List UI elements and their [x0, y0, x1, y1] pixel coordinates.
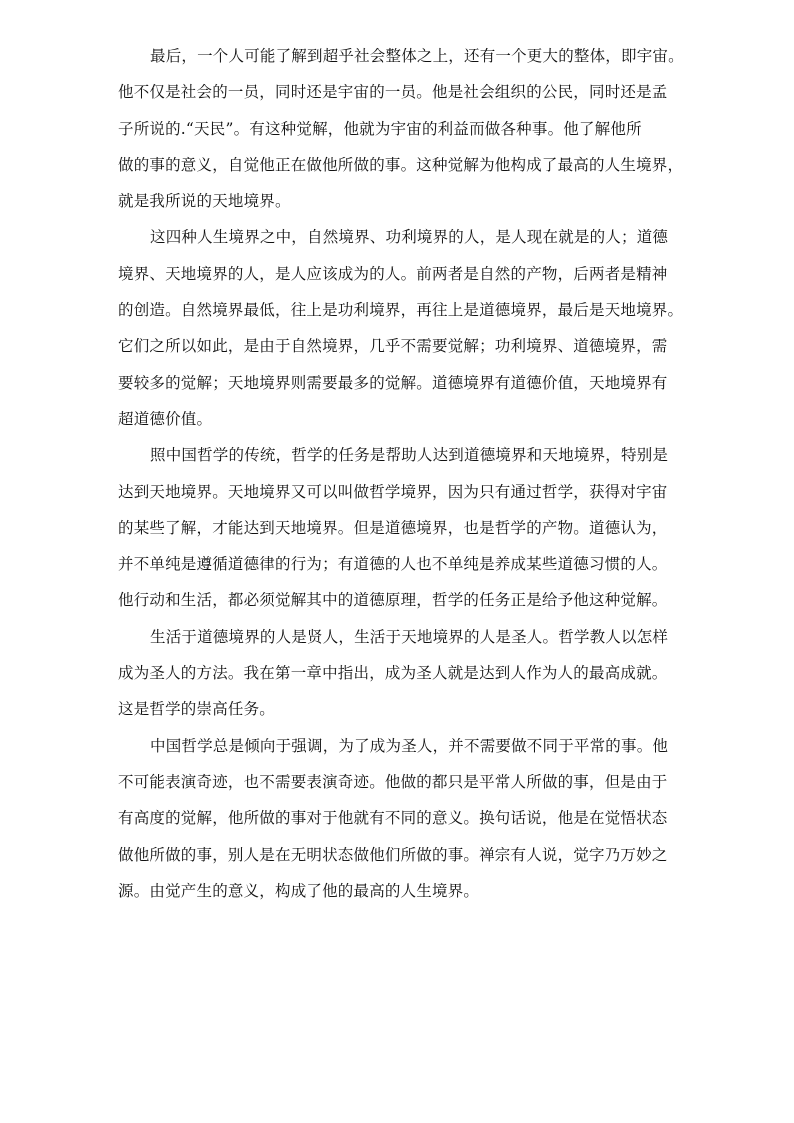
text-line: 做的事的意义，自觉他正在做他所做的事。这种觉解为他构成了最高的人生境界， [118, 155, 684, 174]
text-line: 的某些了解，才能达到天地境界。但是道德境界，也是哲学的产物。道德认为， [118, 518, 668, 537]
text-line: 成为圣人的方法。我在第一章中指出，成为圣人就是达到人作为人的最高成就。 [118, 664, 668, 683]
text-line: 的创造。自然境界最低，往上是功利境界，再往上是道德境界，最后是天地境界。 [118, 301, 684, 320]
text-line: 并不单纯是遵循道德律的行为；有道德的人也不单纯是养成某些道德习惯的人。 [118, 555, 668, 574]
body-text [118, 38, 694, 909]
text-line: 他不仅是社会的一员，同时还是宇宙的一员。他是社会组织的公民，同时还是孟 [118, 83, 668, 102]
paragraph-5 [118, 728, 694, 909]
text-line: 子所说的.“天民”。有这种觉解，他就为宇宙的利益而做各种事。他了解他所 [118, 119, 642, 138]
paragraph-3 [118, 437, 694, 618]
text-line: 做他所做的事，别人是在无明状态做他们所做的事。禅宗有人说，觉字乃万妙之 [118, 845, 668, 864]
text-line: 这四种人生境界之中，自然境界、功利境界的人，是人现在就是的人；道德 [150, 228, 669, 247]
paragraph-1 [118, 38, 694, 219]
text-line: 达到天地境界。天地境界又可以叫做哲学境界，因为只有通过哲学，获得对宇宙 [118, 482, 668, 501]
text-line: 要较多的觉解；天地境界则需要最多的觉解。道德境界有道德价值，天地境界有 [118, 373, 668, 392]
paragraph-2 [118, 219, 694, 437]
text-line: 这是哲学的崇高任务。 [118, 700, 276, 719]
text-line: 它们之所以如此，是由于自然境界，几乎不需要觉解；功利境界、道德境界，需 [118, 337, 668, 356]
paragraph-4 [118, 619, 694, 728]
text-line: 照中国哲学的传统，哲学的任务是帮助人达到道德境界和天地境界，特别是 [150, 446, 669, 465]
text-line: 中国哲学总是倾向于强调，为了成为圣人，并不需要做不同于平常的事。他 [150, 736, 669, 755]
text-line: 源。由觉产生的意义，构成了他的最高的人生境界。 [118, 881, 480, 900]
text-line: 境界、天地境界的人，是人应该成为的人。前两者是自然的产物，后两者是精神 [118, 264, 668, 283]
text-line: 他行动和生活，都必须觉解其中的道德原理，哲学的任务正是给予他这种觉解。 [118, 591, 668, 610]
text-line: 就是我所说的天地境界。 [118, 192, 291, 211]
text-line: 不可能表演奇迹，也不需要表演奇迹。他做的都只是平常人所做的事，但是由于 [118, 772, 668, 791]
text-line: 有高度的觉解，他所做的事对于他就有不同的意义。换句话说，他是在觉悟状态 [118, 809, 668, 828]
text-line: 生活于道德境界的人是贤人，生活于天地境界的人是圣人。哲学教人以怎样 [150, 627, 669, 646]
text-line: 最后，一个人可能了解到超乎社会整体之上，还有一个更大的整体，即宇宙。 [150, 47, 684, 65]
text-line: 超道德价值。 [118, 409, 213, 428]
